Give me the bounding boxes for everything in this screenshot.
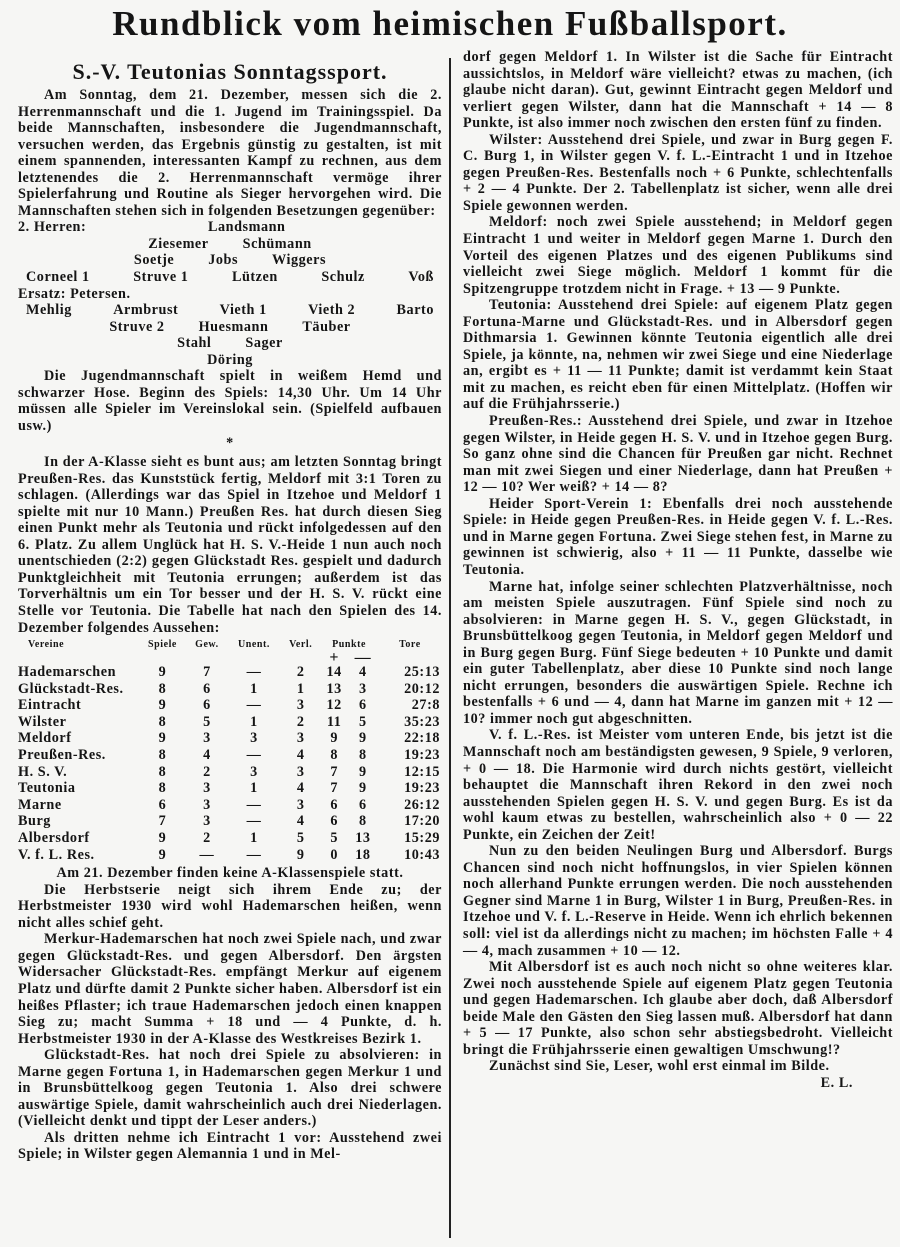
club-name-cell: Preußen-Res. [18,747,106,764]
paragraph: Am 21. Dezember finden keine A-Klassenspiele statt. [56,865,404,882]
points-minus-cell: 18 [355,846,371,863]
goals-cell: 26:12 [404,796,440,813]
points-plus-header: + [329,649,339,667]
goals-cell: 19:23 [404,780,440,797]
points-minus-cell: 13 [355,829,371,846]
table-row [18,797,442,814]
player: Lützen [231,269,278,286]
games-cell: 8 [158,747,167,764]
table-row [18,664,442,681]
points-minus-cell: 5 [359,713,367,730]
player: Döring [207,351,253,368]
goals-cell: 17:20 [404,813,440,830]
wins-cell: 2 [203,763,211,780]
player: Schulz [321,269,365,286]
player: Vieth 1 [219,302,267,319]
paragraph: Heider Sport-Verein 1: Ebenfalls drei noch ausstehende Spiele: in Heide gegen Preußen-Res. in Heide gegen V. f. L.-Res. und in Marne gegen Fortuna. Zwei Siege stehen fest, in Marne zu gewinnen ist schwierig, also + 11 — 11 Punkte, dasselbe wie Teutonia. [463,495,893,578]
player: Landsmann [208,219,286,236]
player: Jobs [208,252,239,269]
club-name-cell: Eintracht [18,697,82,714]
goals-cell: 12:15 [404,763,440,780]
player: Armbrust [113,302,179,319]
lineup-label: 2. Herren: [18,219,87,236]
ersatz-line: Ersatz: Petersen. [18,285,131,302]
points-minus-cell: 8 [359,813,367,830]
goals-cell: 27:8 [411,697,440,714]
player: Struve 1 [133,269,189,286]
lineup-row [18,319,442,336]
wins-cell: 3 [203,796,211,813]
wins-cell: — [199,846,215,863]
points-plus-cell: 5 [330,829,338,846]
goals-cell: 22:18 [404,730,440,747]
goals-cell: 35:23 [404,713,440,730]
lineup-row [18,335,442,352]
wins-cell: 3 [203,780,211,797]
table-body [18,664,442,863]
paragraph: Preußen-Res.: Ausstehend drei Spiele, und zwar in Itzehoe gegen Wilster, in Heide gegen H. S. V. und in Itzehoe gegen Burg. So ganz ohne sind die Chancen für Preußen gar nicht. Rechnet man mit zwei Siegen und einer Niederlage, dann hat Preußen + 12 — 10? Wer weiß? + 14 — 8? [463,413,893,496]
lineup-row [18,236,442,253]
losses-cell: 2 [296,664,305,681]
wins-cell: 6 [203,697,211,714]
points-plus-cell: 9 [330,730,338,747]
points-minus-cell: 4 [359,664,367,681]
club-name-cell: V. f. L. Res. [18,846,95,863]
club-name-cell: Teutonia [18,780,76,797]
goals-cell: 10:43 [404,846,440,863]
player: Schümann [242,235,312,252]
games-cell: 8 [158,680,167,697]
player: Huesmann [198,318,269,335]
games-cell: 9 [158,697,167,714]
lineup-row [18,269,442,286]
paragraph: Als dritten nehme ich Eintracht 1 vor: Ausstehend zwei Spiele; in Wilster gegen Alemannia 1 und in Mel- [18,1129,442,1163]
losses-cell: 9 [296,846,305,863]
table-row [18,813,442,830]
losses-cell: 3 [296,697,305,714]
losses-cell: 1 [296,680,305,697]
points-minus-cell: 9 [359,780,367,797]
points-plus-cell: 0 [330,846,338,863]
paragraph: Zunächst sind Sie, Leser, wohl erst einmal im Bilde. [489,1058,830,1075]
wins-cell: 3 [203,730,211,747]
draws-cell: — [246,697,262,714]
player: Sager [245,335,283,352]
points-plus-cell: 14 [326,664,342,681]
points-plus-cell: 8 [330,747,338,764]
player: Corneel 1 [26,269,90,286]
column-divider [449,58,451,1238]
points-minus-cell: 9 [359,730,367,747]
draws-cell: 1 [250,780,258,797]
page-headline: Rundblick vom heimischen Fußballsport. [112,4,788,43]
table-row [18,847,442,864]
goals-cell: 15:29 [404,829,440,846]
points-minus-header: — [354,649,372,667]
player: Wiggers [272,252,327,269]
wins-cell: 7 [203,664,211,681]
player: Barto [396,302,434,319]
points-minus-cell: 3 [359,680,367,697]
player: Voß [408,269,434,286]
club-name-cell: H. S. V. [18,763,68,780]
points-plus-cell: 7 [330,763,338,780]
goals-cell: 25:13 [404,664,440,681]
paragraph: Marne hat, infolge seiner schlechten Platzverhältnisse, noch am meisten Spiele auszutragen. Fünf Spiele sind noch zu absolvieren: in Marne gegen H. S. V., gegen Glückstadt, in Brunsbüttelkoog gegen Teutonia, in Meldorf gegen Meldorf und in Burg gegen Burg. Fünf Siege bedeuten + 10 Punkte und damit ein guter Tabellenplatz, aber diese 10 Punkte sind noch lange nicht errungen, besonders die auswärtigen Spiele. Rechne ich bestenfalls + 6 und — 4, dann hat Marne im ganzen mit + 12 — 10? immer noch gut abgeschnitten. [463,578,893,727]
draws-cell: — [246,664,262,681]
paragraph: Die Jugendmannschaft spielt in weißem Hemd und schwarzer Hose. Beginn des Spiels: 14,30 Uhr. Um 14 Uhr müssen alle Spieler im Vereinslokal sein. (Spielfeld aufbauen usw.) [18,368,442,434]
paragraph: Mit Albersdorf ist es auch noch nicht so ohne weiteres klar. Zwei noch ausstehende Spiele auf eigenem Platz gegen Teutonia und gegen Hademarschen. Ich glaube aber doch, daß Albersdorf beide Male den Gästen den Sieg lassen muß. Albersdorf hat dann + 5 — 17 Punkte, also schon sehr abstiegsbedroht. Vielleicht bringt die Frühjahrsserie einen gewaltigen Umschwung!? [463,959,893,1058]
paragraph: Glückstadt-Res. hat noch drei Spiele zu absolvieren: in Marne gegen Fortuna 1, in Hademarschen gegen Merkur 1 und in Brunsbüttelkoog gegen Teutonia 1. Also drei schwere auswärtige Spiele, damit wahrscheinlich auch drei Niederlagen. (Vielleicht denkt und tippt der Leser anders.) [18,1047,442,1130]
paragraph: Meldorf: noch zwei Spiele ausstehend; in Meldorf gegen Eintracht 1 und weiter in Meldorf gegen Marne 1. Durch den Vorteil des eigenen Platzes und des eigenen Publikums sind vielleicht zwei Siege möglich. Meldorf 1 kommt für die Spitzengruppe trotzdem nicht in Frage. + 13 — 9 Punkte. [463,214,893,297]
points-plus-cell: 7 [330,780,338,797]
games-cell: 8 [158,780,167,797]
paragraph: In der A-Klasse sieht es bunt aus; am letzten Sonntag bringt Preußen-Res. das Kunststück fertig, Meldorf mit 3:1 Toren zu schlagen. (Allerdings war das Spiel in Itzehoe und Meldorf 1 spielte mit nur 10 Mann.) Preußen Res. hat durch diesen Sieg einen Punkt mehr als Teutonia und rückt infolgedessen auf den 6. Platz. Zu allem Unglück hat H. S. V.-Heide 1 nun auch noch unentschieden (2:2) gegen Glückstadt Res. gespielt und dadurch Punktgleichheit mit Teutonia errungen; außerdem ist das Torverhältnis um ein Tor besser und der H. S. V. rückt eine Stelle vor Teutonia. Die Tabelle hat nach den Spielen des 14. Dezember folgendes Aussehen: [18,454,442,636]
draws-cell: 3 [250,730,258,747]
player: Mehlig [26,302,72,319]
losses-cell: 3 [296,796,305,813]
table-row [18,764,442,781]
table-row [18,830,442,847]
goals-cell: 19:23 [404,747,440,764]
wins-cell: 5 [203,713,211,730]
losses-cell: 2 [296,713,305,730]
col-header: Punkte [332,639,367,651]
games-cell: 7 [158,813,167,830]
paragraph: Nun zu den beiden Neulingen Burg und Albersdorf. Burgs Chancen sind noch nicht hoffnungslos, in vier Spielen können noch allerhand Punkte errungen werden. Die noch ausstehenden Gegner sind Marne 1 in Burg, Wilster 1 in Burg, Preußen-Res. in Itzehoe und V. f. L.-Reserve in Heide. Wenn ich ehrlich bekennen soll: viel ist da allerdings nicht zu machen; im höchsten Falle + 4 — 4, mach zusammen + 10 — 12. [463,843,893,959]
club-name-cell: Marne [18,796,62,813]
club-name-cell: Wilster [18,713,67,730]
points-plus-cell: 6 [330,796,338,813]
section-separator: * [226,435,234,452]
losses-cell: 4 [296,780,305,797]
losses-cell: 3 [296,730,305,747]
games-cell: 9 [158,829,167,846]
player: Ziesemer [148,235,209,252]
player: Soetje [133,252,175,269]
draws-cell: 1 [250,829,258,846]
table-row [18,730,442,747]
games-cell: 8 [158,763,167,780]
table-row [18,780,442,797]
losses-cell: 4 [296,747,305,764]
table-subheader-row [18,651,442,664]
lineup-row [18,252,442,269]
col-header: Verl. [289,639,313,651]
points-plus-cell: 6 [330,813,338,830]
wins-cell: 3 [203,813,211,830]
table-row [18,697,442,714]
paragraph: Die Herbstserie neigt sich ihrem Ende zu; der Herbstmeister 1930 wird wohl Hademarschen heißen, wenn nicht alles schief geht. [18,881,442,931]
col-header: Spiele [148,639,177,651]
games-cell: 9 [158,664,167,681]
losses-cell: 4 [296,813,305,830]
draws-cell: — [246,796,262,813]
club-name-cell: Hademarschen [18,664,117,681]
draws-cell: 3 [250,763,258,780]
draws-cell: — [246,747,262,764]
games-cell: 6 [158,796,167,813]
paragraph: Wilster: Ausstehend drei Spiele, und zwar in Burg gegen F. C. Burg 1, in Wilster gegen V. f. L.-Eintracht 1 und in Itzehoe gegen Preußen-Res. Bestenfalls noch + 6 Punkte, schlechtenfalls + 2 — 4 Punkte. Der 2. Tabellenplatz ist sicher, wenn alle drei Spiele gewonnen werden. [463,131,893,214]
player: Struve 2 [109,318,165,335]
player: Stahl [177,335,212,352]
author-signature: E. L. [820,1074,853,1091]
points-plus-cell: 13 [326,680,342,697]
paragraph: Merkur-Hademarschen hat noch zwei Spiele nach, und zwar gegen Glückstadt-Res. und gegen Albersdorf. Den ärgsten Widersacher Glückstadt-Res. empfängt Merkur auf eigenem Platz und dürfte damit 2 Punkte sicher haben. Albersdorf ist ein heißes Pflaster; ich traue Hademarschen jedoch einen knappen Sieg zu; macht Summa + 18 und — 4 Punkte, d. h. Herbstmeister 1930 in der A-Klasse des Westkreises Bezirk 1. [18,931,442,1047]
player: Vieth 2 [308,302,356,319]
article-subtitle: S.-V. Teutonias Sonntagssport. [72,59,388,84]
points-minus-cell: 6 [359,796,367,813]
paragraph: dorf gegen Meldorf 1. In Wilster ist die Sache für Eintracht aussichtslos, in Meldorf wäre vielleicht? etwas zu machen, (ich glaube nicht daran). Gut, gewinnt Eintracht gegen Meldorf und verliert gegen Wilster, dann hat die Mannschaft + 14 — 8 Punkte, ist also immer noch zwischen den ersten fünf zu finden. [463,49,893,132]
points-plus-cell: 12 [326,697,342,714]
losses-cell: 3 [296,763,305,780]
club-name-cell: Burg [18,813,51,830]
table-row [18,714,442,731]
lineup-row [18,352,442,369]
col-header: Tore [399,639,421,651]
right-column [463,49,893,1091]
points-minus-cell: 6 [359,697,367,714]
draws-cell: 1 [250,680,258,697]
paragraph: Am Sonntag, dem 21. Dezember, messen sich die 2. Herrenmannschaft und die 1. Jugend im Trainingsspiel. Da beide Mannschaften, insbesondere die Jugendmannschaft, versuchen werden, das Ergebnis günstig zu gestalten, ist mit einem spannenden, interessanten Kampf zu rechnen, aus dem letztenendes die 2. Herrenmannschaft vermöge ihrer Spielerfahrung und Routine als Sieger hervorgehen wird. Die Mannschaften stehen sich in folgenden Besetzungen gegenüber: [18,87,442,219]
lineup-row [18,302,442,319]
club-name-cell: Albersdorf [18,829,90,846]
games-cell: 9 [158,846,167,863]
table-header-row [18,638,442,651]
draws-cell: — [246,813,262,830]
points-minus-cell: 9 [359,763,367,780]
wins-cell: 6 [203,680,211,697]
points-minus-cell: 8 [359,747,367,764]
wins-cell: 4 [203,747,211,764]
col-header: Unent. [238,639,270,651]
wins-cell: 2 [203,829,211,846]
col-header: Vereine [28,639,65,651]
paragraph: Teutonia: Ausstehend drei Spiele: auf eigenem Platz gegen Fortuna-Marne und Glückstadt-Res. und in Albersdorf gegen Dithmarsia 1. Gewinnen könnte Teutonia eigentlich alle drei Spiele, ja könnte, na, nehmen wir zwei Siege und eine Niederlage an, ergibt es + 11 — 11 Punkte; damit ist verdammt kein Staat mit zu machen, es reicht eben für einen Mittelplatz. (Hoffen wir auf die Frühjahrsserie.) [463,297,893,413]
club-name-cell: Meldorf [18,730,72,747]
draws-cell: — [246,846,262,863]
losses-cell: 5 [296,829,305,846]
table-row [18,747,442,764]
col-header: Gew. [195,639,219,651]
draws-cell: 1 [250,713,258,730]
goals-cell: 20:12 [404,680,440,697]
league-table [18,638,442,863]
paragraph: V. f. L.-Res. ist Meister vom unteren Ende, bis jetzt ist die Mannschaft noch am beständigsten gewesen, 9 Spiele, 9 verloren, + 0 — 18. Die Harmonie wird durch nichts gestört, vielleicht behauptet die Mannschaft ihren Rekord in den zwei noch ausstehenden Spielen gegen H. S. V. und gegen Burg. Es ist da wohl kaum etwas zu bestellen, wahrscheinlich also + 0 — 22 Punkte, ein Zeichen der Zeit! [463,727,893,843]
table-row [18,681,442,698]
club-name-cell: Glückstadt-Res. [18,680,124,697]
games-cell: 9 [158,730,167,747]
player: Täuber [302,318,351,335]
left-column [18,58,442,1163]
points-plus-cell: 11 [326,713,342,730]
games-cell: 8 [158,713,167,730]
lineup-herren-row [18,219,442,236]
